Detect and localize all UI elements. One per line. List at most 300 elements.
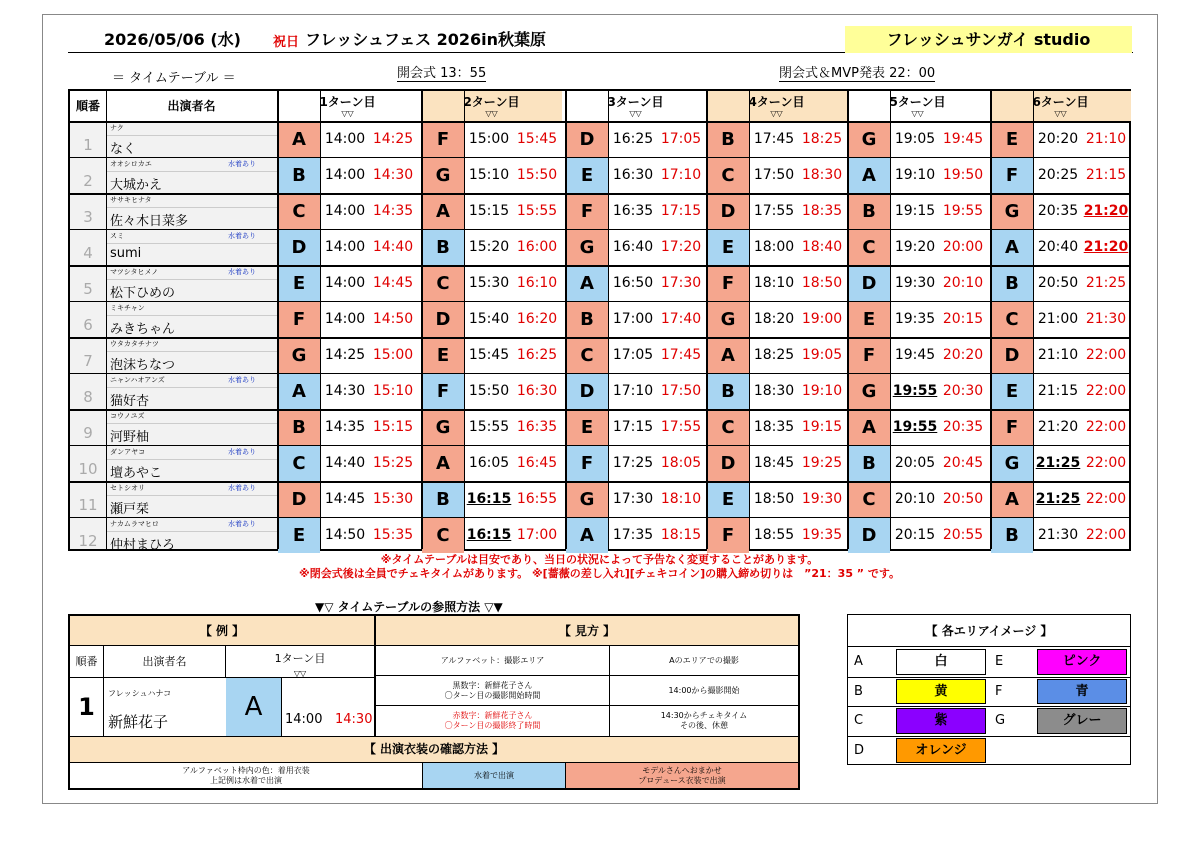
performer-kana: ミキチャン <box>110 304 145 312</box>
row-divider <box>70 445 1129 446</box>
end-time: 20:15 <box>942 311 984 327</box>
end-time: 16:45 <box>516 455 558 471</box>
costume-rule <box>70 763 422 788</box>
area-letter: A <box>707 337 749 373</box>
area-swatch: 紫 <box>896 708 986 734</box>
start-time: 19:30 <box>894 275 936 291</box>
start-time: 15:50 <box>468 383 510 399</box>
start-time: 20:40 <box>1037 239 1079 255</box>
start-time: 18:35 <box>753 419 795 435</box>
howto-black-desc <box>610 676 798 706</box>
name-divider <box>106 135 277 136</box>
example-name: 新鮮花子 <box>108 713 169 731</box>
start-time: 19:55 <box>892 383 938 399</box>
costume-produce <box>566 763 798 788</box>
end-time: 19:45 <box>942 131 984 147</box>
start-time: 16:40 <box>612 239 654 255</box>
end-time: 20:20 <box>942 347 984 363</box>
end-time: 19:10 <box>801 383 843 399</box>
area-row-divider <box>848 706 1130 707</box>
start-time: 16:35 <box>612 203 654 219</box>
swimsuit-badge: 水着あり <box>228 448 256 456</box>
performer-name: 大城かえ <box>110 178 163 193</box>
performer-kana: オオシロカエ <box>110 160 152 168</box>
performer-kana: ウタカタチナツ <box>110 340 159 348</box>
end-time: 22:00 <box>1085 419 1127 435</box>
example-turn-label <box>226 646 376 678</box>
end-time: 21:20 <box>1083 203 1129 219</box>
end-time: 19:35 <box>801 527 843 543</box>
start-time: 17:50 <box>753 167 795 183</box>
example-end: 14:30 <box>335 712 373 727</box>
end-time: 18:25 <box>801 131 843 147</box>
row-divider <box>70 301 1129 302</box>
performer-name: なく <box>110 142 137 157</box>
event-date: 2026/05/06 (水) <box>104 30 241 49</box>
area-letter: C <box>991 301 1033 337</box>
start-time: 14:40 <box>324 455 366 471</box>
start-time: 14:00 <box>324 131 366 147</box>
end-time: 19:05 <box>801 347 843 363</box>
area-letter: C <box>707 157 749 193</box>
example-kana: フレッシュハナコ <box>108 689 172 698</box>
swimsuit-badge: 水着あり <box>228 520 256 528</box>
end-time: 19:15 <box>801 419 843 435</box>
howto-black-line2: 〇ターン目の撮影開始時間 <box>444 691 541 700</box>
row-divider <box>70 193 1129 195</box>
name-divider <box>106 459 277 460</box>
area-letter: F <box>422 373 464 409</box>
start-time: 19:45 <box>894 347 936 363</box>
closing-ceremony: 閉会式＆MVP発表 22：00 <box>779 66 936 81</box>
end-time: 21:15 <box>1085 167 1127 183</box>
turn-divider <box>565 91 567 549</box>
name-divider <box>106 207 277 208</box>
turn-header <box>706 91 847 121</box>
area-letter: G <box>848 121 890 157</box>
letter-divider <box>749 91 750 549</box>
end-time: 20:35 <box>942 419 984 435</box>
area-letter: E <box>566 157 608 193</box>
end-time: 16:25 <box>516 347 558 363</box>
name-divider <box>106 423 277 424</box>
end-time: 16:20 <box>516 311 558 327</box>
area-letter: C <box>422 517 464 553</box>
area-letter: A <box>991 481 1033 517</box>
area-letter: E <box>991 373 1033 409</box>
end-time: 21:30 <box>1085 311 1127 327</box>
end-time: 17:15 <box>660 203 702 219</box>
area-row-divider <box>848 677 1130 678</box>
end-time: 20:55 <box>942 527 984 543</box>
end-time: 22:00 <box>1085 455 1127 471</box>
row-divider <box>70 481 1129 483</box>
start-time: 20:10 <box>894 491 936 507</box>
start-time: 15:45 <box>468 347 510 363</box>
triangle-marker: ▽▽ <box>341 109 354 118</box>
start-time: 19:05 <box>894 131 936 147</box>
name-divider <box>106 531 277 532</box>
end-time: 17:00 <box>516 527 558 543</box>
area-letter: G <box>566 229 608 265</box>
end-time: 19:50 <box>942 167 984 183</box>
triangle-marker: ▽▽ <box>770 109 783 118</box>
end-time: 21:10 <box>1085 131 1127 147</box>
area-letter: B <box>707 121 749 157</box>
end-time: 20:00 <box>942 239 984 255</box>
area-letter: E <box>278 265 320 301</box>
end-time: 15:00 <box>372 347 414 363</box>
start-time: 17:25 <box>612 455 654 471</box>
row-number: 9 <box>83 424 93 442</box>
reference-legend <box>68 614 800 790</box>
start-time: 17:30 <box>612 491 654 507</box>
end-time: 15:30 <box>372 491 414 507</box>
turn-label: 6ターン目 <box>1032 95 1089 109</box>
start-time: 18:45 <box>753 455 795 471</box>
start-time: 20:05 <box>894 455 936 471</box>
row-number: 1 <box>83 136 93 154</box>
area-letter: E <box>422 337 464 373</box>
example-name-label: 出演者名 <box>104 646 226 678</box>
start-time: 21:15 <box>1037 383 1079 399</box>
area-letter: D <box>707 445 749 481</box>
turn-header <box>565 91 706 121</box>
howto-black-desc-text: 14:00から撮影開始 <box>668 686 740 695</box>
end-time: 18:10 <box>660 491 702 507</box>
start-time: 19:55 <box>892 419 938 435</box>
area-letter: E <box>566 409 608 445</box>
performer-name: sumi <box>110 246 142 261</box>
triangle-marker: ▽▽ <box>911 109 924 118</box>
area-letter: B <box>278 157 320 193</box>
end-time: 17:10 <box>660 167 702 183</box>
note-line: ※タイムテーブルは目安であり、当日の状況によって予告なく変更することがあります。 <box>380 553 819 566</box>
row-number: 8 <box>83 388 93 406</box>
end-time: 17:50 <box>660 383 702 399</box>
notes <box>68 553 1131 581</box>
end-time: 19:55 <box>942 203 984 219</box>
area-letter: F <box>707 517 749 553</box>
area-letter: D <box>707 193 749 229</box>
start-time: 18:00 <box>753 239 795 255</box>
row-number: 3 <box>83 208 93 226</box>
area-letter: G <box>848 373 890 409</box>
turn-header <box>421 91 562 121</box>
row-number: 12 <box>78 532 98 550</box>
end-time: 20:10 <box>942 275 984 291</box>
end-time: 15:15 <box>372 419 414 435</box>
area-key: A <box>854 654 863 669</box>
end-time: 22:00 <box>1085 527 1127 543</box>
area-letter: B <box>566 301 608 337</box>
turn-divider <box>706 91 708 549</box>
end-time: 18:30 <box>801 167 843 183</box>
swimsuit-badge: 水着あり <box>228 160 256 168</box>
start-time: 14:35 <box>324 419 366 435</box>
area-letter: C <box>848 229 890 265</box>
area-letter: F <box>278 301 320 337</box>
swimsuit-badge: 水着あり <box>228 268 256 276</box>
performer-kana: コウノユズ <box>110 412 145 420</box>
area-letter: A <box>848 409 890 445</box>
end-time: 19:25 <box>801 455 843 471</box>
row-number: 2 <box>83 172 93 190</box>
end-time: 15:10 <box>372 383 414 399</box>
end-time: 17:45 <box>660 347 702 363</box>
swimsuit-badge: 水着あり <box>228 484 256 492</box>
end-time: 17:40 <box>660 311 702 327</box>
end-time: 14:35 <box>372 203 414 219</box>
letter-divider <box>320 91 321 549</box>
turn-label: 1ターン目 <box>319 95 376 109</box>
area-letter: D <box>848 517 890 553</box>
area-letter: A <box>566 517 608 553</box>
costume-rule-line1: アルファベット枠内の色：着用衣装 <box>182 766 310 775</box>
area-letter: F <box>566 193 608 229</box>
turn-header <box>990 91 1131 121</box>
start-time: 17:55 <box>753 203 795 219</box>
costume-swimsuit <box>422 763 566 788</box>
start-time: 20:35 <box>1037 203 1079 219</box>
start-time: 17:05 <box>612 347 654 363</box>
start-time: 16:25 <box>612 131 654 147</box>
area-letter: G <box>422 409 464 445</box>
holiday-label: 祝日 <box>273 35 300 50</box>
costume-rule-line2: 上記例は水着で出演 <box>210 776 282 785</box>
note-line: ※閉会式後は全員でチェキタイムがあります。 ※[薔薇の差し入れ][チェキコイン]の購入締め切りは ”21：35 ” です。 <box>299 567 900 580</box>
area-letter: A <box>278 373 320 409</box>
column-header-no: 順番 <box>75 99 100 113</box>
area-letter: E <box>278 517 320 553</box>
row-divider <box>70 409 1129 411</box>
row-divider <box>70 157 1129 158</box>
area-letter: F <box>422 121 464 157</box>
start-time: 14:25 <box>324 347 366 363</box>
letter-divider <box>890 91 891 549</box>
area-letter: G <box>278 337 320 373</box>
area-letter: D <box>422 301 464 337</box>
area-key: C <box>854 713 864 728</box>
area-letter: G <box>566 481 608 517</box>
area-letter: C <box>707 409 749 445</box>
start-time: 17:10 <box>612 383 654 399</box>
area-cells <box>848 647 1130 765</box>
performer-name: 仲村まひろ <box>110 538 176 553</box>
end-time: 20:30 <box>942 383 984 399</box>
example-letter: A <box>226 678 282 736</box>
area-key: G <box>995 713 1006 728</box>
timetable-grid <box>68 89 1131 551</box>
start-time: 15:00 <box>468 131 510 147</box>
end-time: 15:45 <box>516 131 558 147</box>
start-time: 19:20 <box>894 239 936 255</box>
performer-kana: ナク <box>110 124 124 132</box>
area-letter: F <box>991 409 1033 445</box>
turn-divider <box>277 91 279 549</box>
name-divider <box>106 171 277 172</box>
start-time: 21:25 <box>1035 491 1081 507</box>
area-letter: C <box>566 337 608 373</box>
area-letter: B <box>991 265 1033 301</box>
performer-name: 瀬戸栞 <box>110 502 150 517</box>
start-time: 16:50 <box>612 275 654 291</box>
area-letter: D <box>566 121 608 157</box>
howto-black-line1: 黒数字：新鮮花子さん <box>452 681 533 690</box>
area-letter: C <box>848 481 890 517</box>
start-time: 18:25 <box>753 347 795 363</box>
area-letter: F <box>991 157 1033 193</box>
howto-header: 【 見方 】 <box>376 616 798 646</box>
area-letter: A <box>848 157 890 193</box>
area-row-divider <box>848 736 1130 737</box>
howto-red-line2: 〇ターン目の撮影終了時間 <box>444 721 541 730</box>
howto-red-desc-line2: その後、休憩 <box>680 721 728 730</box>
end-time: 14:25 <box>372 131 414 147</box>
performer-name: 猫好杏 <box>110 394 150 409</box>
area-letter: B <box>278 409 320 445</box>
example-header: 【 例 】 <box>70 616 376 646</box>
start-time: 14:45 <box>324 491 366 507</box>
start-time: 18:20 <box>753 311 795 327</box>
area-letter: G <box>991 193 1033 229</box>
end-time: 18:15 <box>660 527 702 543</box>
end-time: 15:35 <box>372 527 414 543</box>
start-time: 19:35 <box>894 311 936 327</box>
performer-name: 松下ひめの <box>110 286 176 301</box>
letter-divider <box>608 91 609 549</box>
name-divider <box>106 351 277 352</box>
start-time: 20:20 <box>1037 131 1079 147</box>
howto-black <box>376 676 610 706</box>
area-letter: F <box>848 337 890 373</box>
area-letter: G <box>991 445 1033 481</box>
start-time: 14:00 <box>324 311 366 327</box>
area-letter: E <box>848 301 890 337</box>
area-letter: C <box>278 445 320 481</box>
header-divider <box>70 121 1129 123</box>
start-time: 21:30 <box>1037 527 1079 543</box>
end-time: 16:30 <box>516 383 558 399</box>
area-swatch: オレンジ <box>896 738 986 764</box>
name-divider <box>106 495 277 496</box>
performer-kana: スミ <box>110 232 124 240</box>
end-time: 17:05 <box>660 131 702 147</box>
area-letter: B <box>991 517 1033 553</box>
area-letter: G <box>422 157 464 193</box>
area-key: F <box>995 683 1003 699</box>
start-time: 14:50 <box>324 527 366 543</box>
area-letter: B <box>848 193 890 229</box>
start-time: 17:00 <box>612 311 654 327</box>
end-time: 14:45 <box>372 275 414 291</box>
area-swatch: 白 <box>896 649 986 675</box>
triangle-marker: ▽▽ <box>293 669 307 678</box>
swimsuit-badge: 水着あり <box>228 232 256 240</box>
start-time: 17:35 <box>612 527 654 543</box>
end-time: 15:55 <box>516 203 558 219</box>
row-divider <box>70 517 1129 518</box>
start-time: 15:10 <box>468 167 510 183</box>
end-time: 18:50 <box>801 275 843 291</box>
start-time: 16:30 <box>612 167 654 183</box>
area-letter: F <box>566 445 608 481</box>
area-swatch: 青 <box>1037 679 1127 705</box>
howto-alpha-desc-text: Aのエリアでの撮影 <box>669 656 739 665</box>
start-time: 14:30 <box>324 383 366 399</box>
start-time: 21:25 <box>1035 455 1081 471</box>
end-time: 18:35 <box>801 203 843 219</box>
turn-label: 4ターン目 <box>748 95 805 109</box>
letter-divider <box>464 91 465 549</box>
area-letter: E <box>707 481 749 517</box>
letter-divider <box>1033 91 1034 549</box>
row-divider <box>70 265 1129 267</box>
triangle-marker: ▽▽ <box>485 109 498 118</box>
area-letter: D <box>848 265 890 301</box>
start-time: 18:55 <box>753 527 795 543</box>
start-time: 18:30 <box>753 383 795 399</box>
example-turn-text: 1ターン目 <box>274 652 326 665</box>
start-time: 19:15 <box>894 203 936 219</box>
reference-title: ▼▽ タイムテーブルの参照方法 ▽▼ <box>315 600 503 614</box>
area-legend-title: 【 各エリアイメージ 】 <box>848 615 1130 647</box>
start-time: 15:55 <box>468 419 510 435</box>
performer-kana: セトシオリ <box>110 484 145 492</box>
turn-divider <box>847 91 849 549</box>
end-time: 18:05 <box>660 455 702 471</box>
turn-divider <box>421 91 423 549</box>
performer-name: 泡沫ちなつ <box>110 358 176 373</box>
end-time: 15:25 <box>372 455 414 471</box>
row-number: 10 <box>78 460 98 478</box>
area-letter: C <box>278 193 320 229</box>
end-time: 16:00 <box>516 239 558 255</box>
howto-red-desc-line1: 14:30からチェキタイム <box>660 711 748 720</box>
area-letter: D <box>278 481 320 517</box>
end-time: 20:50 <box>942 491 984 507</box>
turn-label: 2ターン目 <box>463 95 520 109</box>
area-letter: E <box>707 229 749 265</box>
area-letter: B <box>707 373 749 409</box>
start-time: 21:20 <box>1037 419 1079 435</box>
turn-label: 3ターン目 <box>607 95 664 109</box>
area-swatch: ピンク <box>1037 649 1127 675</box>
performer-name: みきちゃん <box>110 322 176 337</box>
column-header-name: 出演者名 <box>167 99 216 113</box>
costume-produce-line1: モデルさんへおまかせ <box>642 766 722 775</box>
row-divider <box>70 229 1129 230</box>
area-letter: B <box>422 481 464 517</box>
area-letter: F <box>707 265 749 301</box>
end-time: 22:00 <box>1085 491 1127 507</box>
howto-red-desc <box>610 706 798 736</box>
performer-kana: マツシタヒメノ <box>110 268 159 276</box>
area-letter: A <box>278 121 320 157</box>
start-time: 18:10 <box>753 275 795 291</box>
area-letter: A <box>991 229 1033 265</box>
performer-name: 壇あやこ <box>110 466 163 481</box>
start-time: 15:20 <box>468 239 510 255</box>
area-letter: A <box>422 193 464 229</box>
turn-header <box>277 91 418 121</box>
name-divider <box>106 279 277 280</box>
start-time: 20:15 <box>894 527 936 543</box>
row-number: 5 <box>83 280 93 298</box>
area-letter: C <box>422 265 464 301</box>
end-time: 22:00 <box>1085 347 1127 363</box>
start-time: 16:05 <box>468 455 510 471</box>
